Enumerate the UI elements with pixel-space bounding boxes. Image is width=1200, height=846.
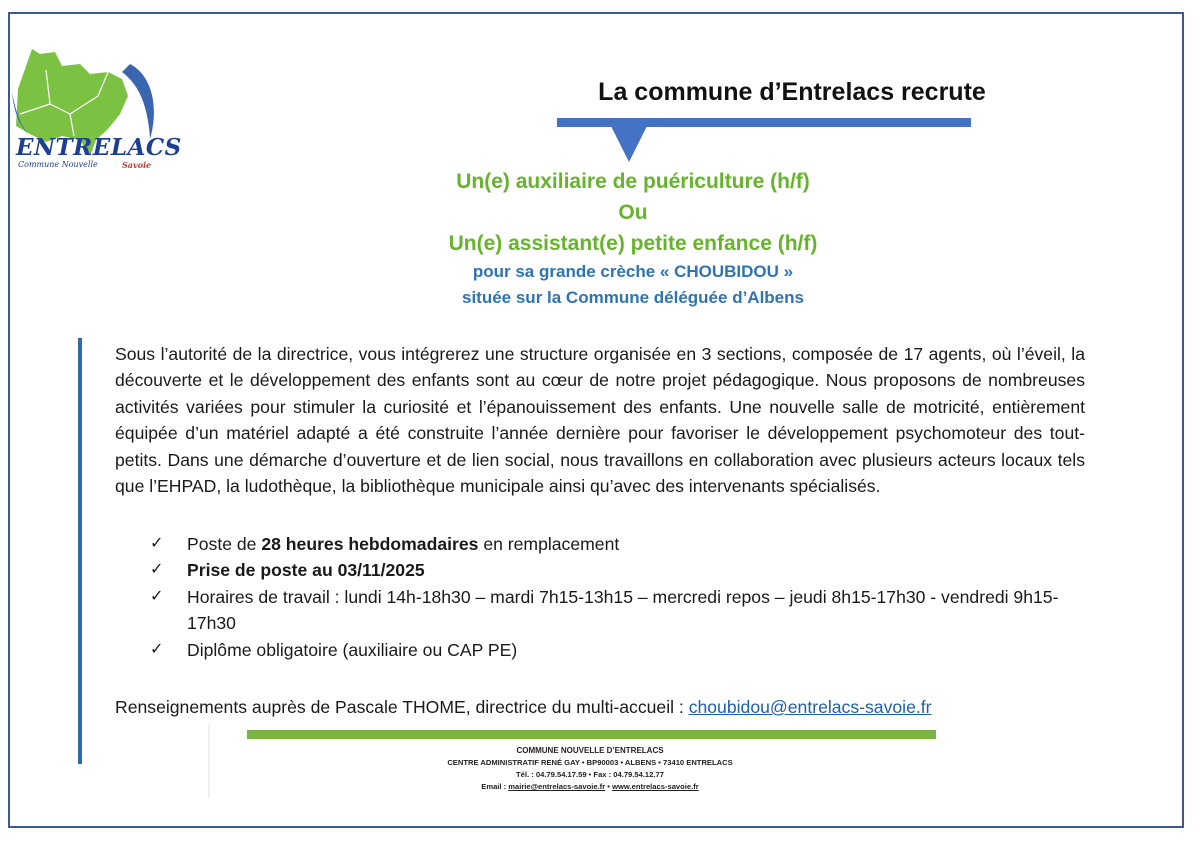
side-rule — [78, 338, 82, 764]
job-titles — [300, 166, 966, 311]
list-item: ✓ Prise de poste au 03/11/2025 — [150, 557, 1090, 583]
job-subtitle-location: située sur la Commune déléguée d’Albens — [462, 288, 804, 307]
page-headline: La commune d’Entrelacs recrute — [598, 78, 986, 106]
list-item: ✓ Poste de 28 heures hebdomadaires en remplacement — [150, 531, 1090, 557]
job-description: Sous l’autorité de la directrice, vous intégrerez une structure organisée en 3 sections, composée de 17 agents, où l’éveil, la découverte et le développement des enfants sont au cœur de notre projet pédagogique. Nous proposons de nombreuses activités variées pour stimuler la curiosité et l’épanouissement des enfants. Une nouvelle salle de motricité, entièrement équipée d’un matériel adapté a été construite l’année dernière pour favoriser le développement psychomoteur des tout-petits. Dans une démarche d’ouverture et de lien social, nous travaillons en collaboration avec plusieurs acteurs locaux tels que l’EHPAD, la ludothèque, la bibliothèque municipale ainsi qu’avec des intervenants spécialisés. — [115, 344, 1085, 497]
footer-title: COMMUNE NOUVELLE D’ENTRELACS — [516, 746, 664, 755]
list-item: ✓ Diplôme obligatoire (auxiliaire ou CAP PE) — [150, 637, 1090, 663]
job-title-2: Un(e) assistant(e) petite enfance (h/f) — [448, 232, 818, 255]
check-icon: ✓ — [150, 587, 164, 605]
footer-contact: Email : mairie@entrelacs-savoie.fr • www.entrelacs-savoie.fr — [481, 782, 699, 791]
contact-text: Renseignements auprès de Pascale THOME, directrice du multi-accueil : — [115, 697, 689, 717]
job-title-1: Un(e) auxiliaire de puériculture (h/f) — [456, 170, 810, 193]
logo-subtitle: Commune Nouvelle — [18, 160, 98, 169]
check-icon: ✓ — [150, 535, 164, 552]
job-subtitle-creche: pour sa grande crèche « CHOUBIDOU » — [472, 262, 794, 281]
check-icon: ✓ — [150, 561, 164, 579]
list-item: ✓ Horaires de travail : lundi 14h-18h30 – mardi 7h15-13h15 – mercredi repos – jeudi 8h15-17h30 - vendredi 9h15-17h30 — [150, 584, 1090, 637]
check-icon: ✓ — [150, 640, 164, 658]
footer-bar — [247, 730, 936, 739]
footer-address: CENTRE ADMINISTRATIF RENÉ GAY • BP90003 • ALBENS • 73410 ENTRELACS — [447, 758, 733, 767]
job-conditions-list — [150, 531, 1090, 663]
footer-web-link[interactable]: www.entrelacs-savoie.fr — [612, 782, 699, 791]
footer-phone: Tél. : 04.79.54.17.59 • Fax : 04.79.54.12.77 — [516, 770, 664, 779]
logo-wordmark: ENTRELACS — [16, 134, 182, 161]
job-title-or: Ou — [618, 201, 648, 224]
logo-region: Savoie — [122, 160, 152, 170]
footer-email-link[interactable]: mairie@entrelacs-savoie.fr — [508, 782, 606, 791]
contact-email-link[interactable]: choubidou@entrelacs-savoie.fr — [688, 697, 932, 717]
contact-line — [115, 694, 932, 720]
headline-arrow-icon — [611, 126, 647, 162]
footer — [380, 745, 800, 793]
entrelacs-logo — [10, 44, 182, 176]
footer-divider — [208, 724, 210, 798]
